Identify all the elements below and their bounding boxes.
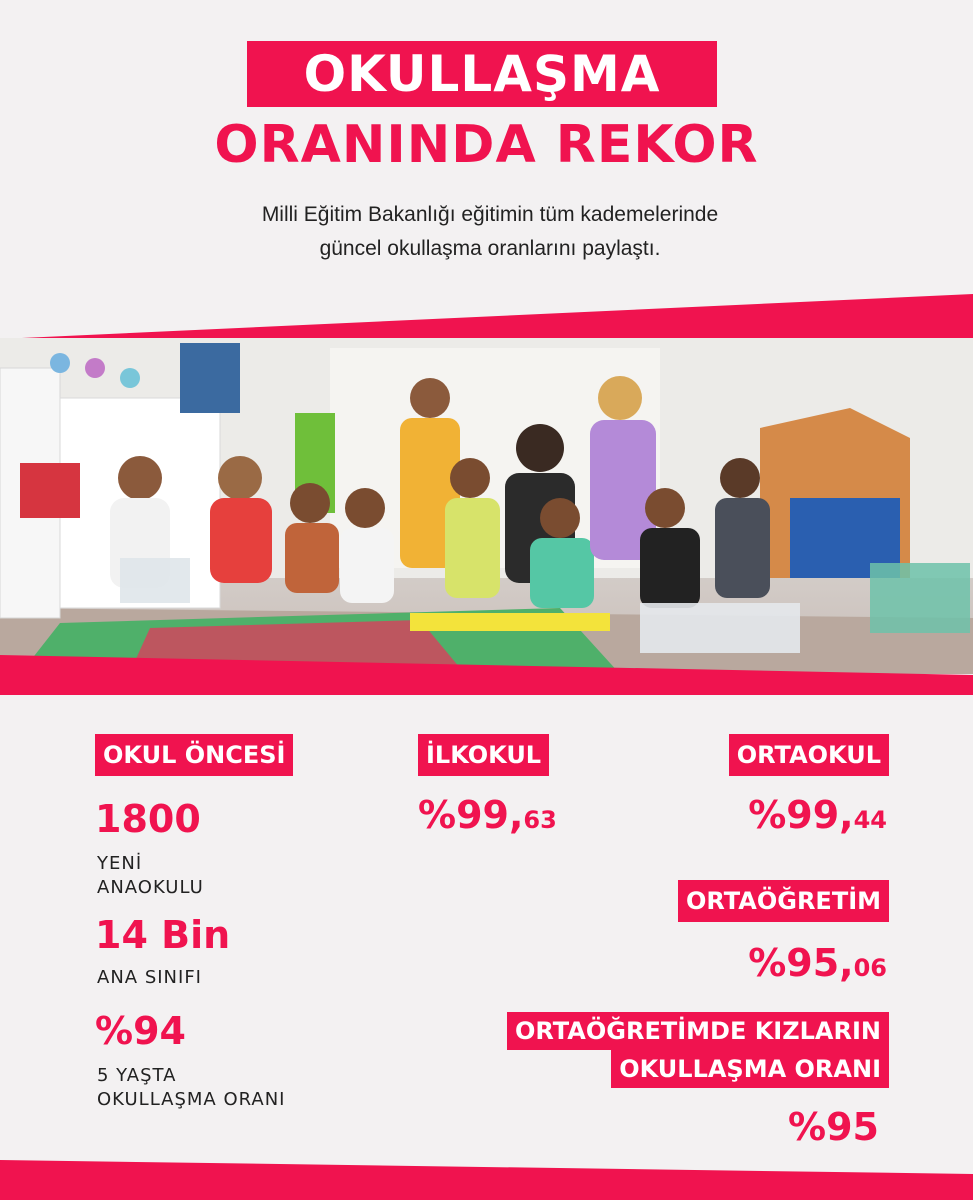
subtitle-line-1: Milli Eğitim Bakanlığı eğitimin tüm kademelerinde [261,203,719,226]
ortaokul-value [748,792,887,843]
okul-oncesi-label: OKUL ÖNCESİ [95,734,293,776]
title-line-1: OKULLAŞMA [247,41,717,107]
okul-oncesi-stat1-caption [97,852,204,900]
ortaokul-value-decimal: 44 [853,806,887,834]
ortaogretim-value-decimal: 06 [853,954,887,982]
okul-oncesi-stat2-caption: ANA SINIFI [97,967,202,988]
okul-oncesi-stat1-value: 1800 [95,797,201,841]
classroom-photo [0,338,973,674]
okul-oncesi-stat2-value: 14 Bin [95,913,231,957]
ortaokul-value-main: %99, [748,793,854,837]
okul-oncesi-stat3-caption [97,1064,285,1112]
okul-oncesi-stat3-line1: 5 YAŞTA [97,1065,177,1086]
ilkokul-value [418,792,557,843]
title-line-2: ORANINDA REKOR [214,115,759,175]
ilkokul-label: İLKOKUL [418,734,549,776]
footer-band [0,1160,973,1200]
ilkokul-value-main: %99, [418,793,524,837]
ilkokul-value-decimal: 63 [523,806,557,834]
ortaokul-label: ORTAOKUL [729,734,889,776]
okul-oncesi-stat1-line2: ANAOKULU [97,877,204,898]
okul-oncesi-stat1-line1: YENİ [97,853,143,874]
classroom-illustration [0,338,973,674]
kizlar-label-line2: OKULLAŞMA ORANI [611,1050,889,1088]
subtitle-line-2: güncel okullaşma oranlarını paylaştı. [319,237,661,260]
ortaogretim-label: ORTAÖĞRETİM [678,880,889,922]
ortaogretim-value [748,940,887,991]
ortaogretim-value-main: %95, [748,941,854,985]
subtitle [150,198,830,266]
kizlar-value: %95 [788,1105,879,1149]
kizlar-label-line1: ORTAÖĞRETİMDE KIZLARIN [507,1012,889,1050]
okul-oncesi-stat3-value: %94 [95,1009,186,1053]
okul-oncesi-stat3-line2: OKULLAŞMA ORANI [97,1089,286,1110]
